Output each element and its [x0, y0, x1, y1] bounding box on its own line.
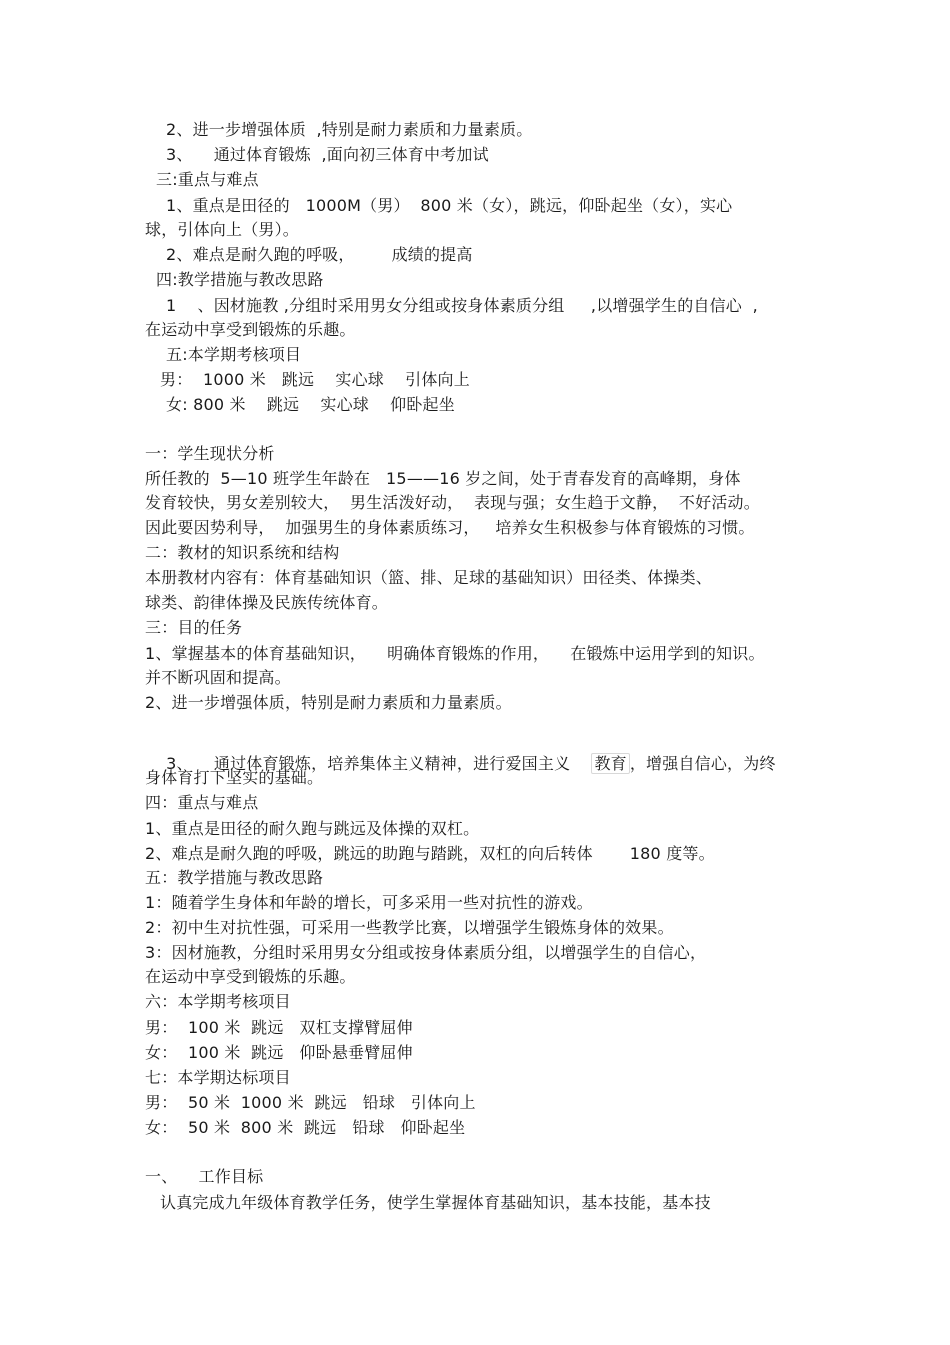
text-line: 女： 100 米 跳远 仰卧悬垂臂屈伸 [145, 1043, 413, 1062]
section-heading: 六：本学期考核项目 [145, 992, 291, 1011]
section-heading: 七：本学期达标项目 [145, 1068, 291, 1087]
text-line: 2、进一步增强体质，特别是耐力素质和力量素质。 [145, 693, 512, 712]
section-heading: 二：教材的知识系统和结构 [145, 543, 340, 562]
text-line: 2：初中生对抗性强，可采用一些教学比赛，以增强学生锻炼身体的效果。 [145, 918, 674, 937]
section-heading: 一：学生现状分析 [145, 444, 275, 463]
section-heading: 五:本学期考核项目 [166, 345, 302, 364]
text-line: 因此要因势利导， 加强男生的身体素质练习， 培养女生积极参与体育锻炼的习惯。 [145, 518, 755, 537]
text-line: 1 、因材施教 ,分组时采用男女分组或按身体素质分组 ,以增强学生的自信心 , [166, 296, 758, 315]
text-line: 并不断巩固和提高。 [145, 668, 291, 687]
text-line: 3：因材施教，分组时采用男女分组或按身体素质分组，以增强学生的自信心， [145, 943, 707, 962]
text-line: 1：随着学生身体和年龄的增长，可多采用一些对抗性的游戏。 [145, 893, 593, 912]
section-heading: 一、 工作目标 [145, 1167, 264, 1186]
section-heading: 三:重点与难点 [156, 170, 259, 189]
text-line: 男： 50 米 1000 米 跳远 铅球 引体向上 [145, 1093, 476, 1112]
text-line: 球类、韵律体操及民族传统体育。 [145, 593, 389, 612]
text-line: 2、进一步增强体质 ,特别是耐力素质和力量素质。 [166, 120, 533, 139]
section-heading: 三：目的任务 [145, 618, 243, 637]
section-heading: 四:教学措施与教改思路 [156, 270, 324, 289]
text-line: 2、难点是耐久跑的呼吸，跳远的助跑与踏跳，双杠的向后转体 180 度等。 [145, 844, 715, 863]
text-segment: 3、 通过体育锻炼，培养集体主义精神，进行爱国主义 [166, 754, 592, 773]
section-heading: 四：重点与难点 [145, 793, 259, 812]
text-line: 所任教的 5—10 班学生年龄在 15——16 岁之间，处于青春发育的高峰期，身体 [145, 469, 741, 488]
text-line: 3、 通过体育锻炼 ,面向初三体育中考加试 [166, 145, 489, 164]
text-line: 在运动中享受到锻炼的乐趣。 [145, 967, 356, 986]
text-line: 1、重点是田径的耐久跑与跳远及体操的双杠。 [145, 819, 480, 838]
text-line: 1、掌握基本的体育基础知识， 明确体育锻炼的作用， 在锻炼中运用学到的知识。 [145, 644, 765, 663]
text-line: 1、重点是田径的 1000M（男） 800 米（女），跳远，仰卧起坐（女），实心 [166, 196, 733, 215]
text-line: 认真完成九年级体育教学任务，使学生掌握体育基础知识，基本技能，基本技 [160, 1193, 711, 1212]
text-line: 男： 1000 米 跳远 实心球 引体向上 [160, 370, 470, 389]
text-line: 在运动中享受到锻炼的乐趣。 [145, 320, 356, 339]
text-line: 女: 800 米 跳远 实心球 仰卧起坐 [166, 395, 455, 414]
section-heading: 五：教学措施与教改思路 [145, 868, 324, 887]
text-line: 女： 50 米 800 米 跳远 铅球 仰卧起坐 [145, 1118, 466, 1137]
text-line: 男： 100 米 跳远 双杠支撑臂屈伸 [145, 1018, 413, 1037]
text-line: 发育较快，男女差别较大， 男生活泼好动， 表现与强；女生趋于文静， 不好活动。 [145, 493, 760, 512]
boxed-word: 教育 [591, 753, 629, 774]
text-line: 2、难点是耐久跑的呼吸， 成绩的提高 [166, 245, 473, 264]
text-line: 球，引体向上（男）。 [145, 220, 300, 239]
text-segment: ，增强自信心，为终 [629, 754, 776, 773]
text-line: 身体育打下坚实的基础。 [145, 768, 324, 787]
text-line: 本册教材内容有：体育基础知识（篮、排、足球的基础知识）田径类、体操类、 [145, 568, 713, 587]
